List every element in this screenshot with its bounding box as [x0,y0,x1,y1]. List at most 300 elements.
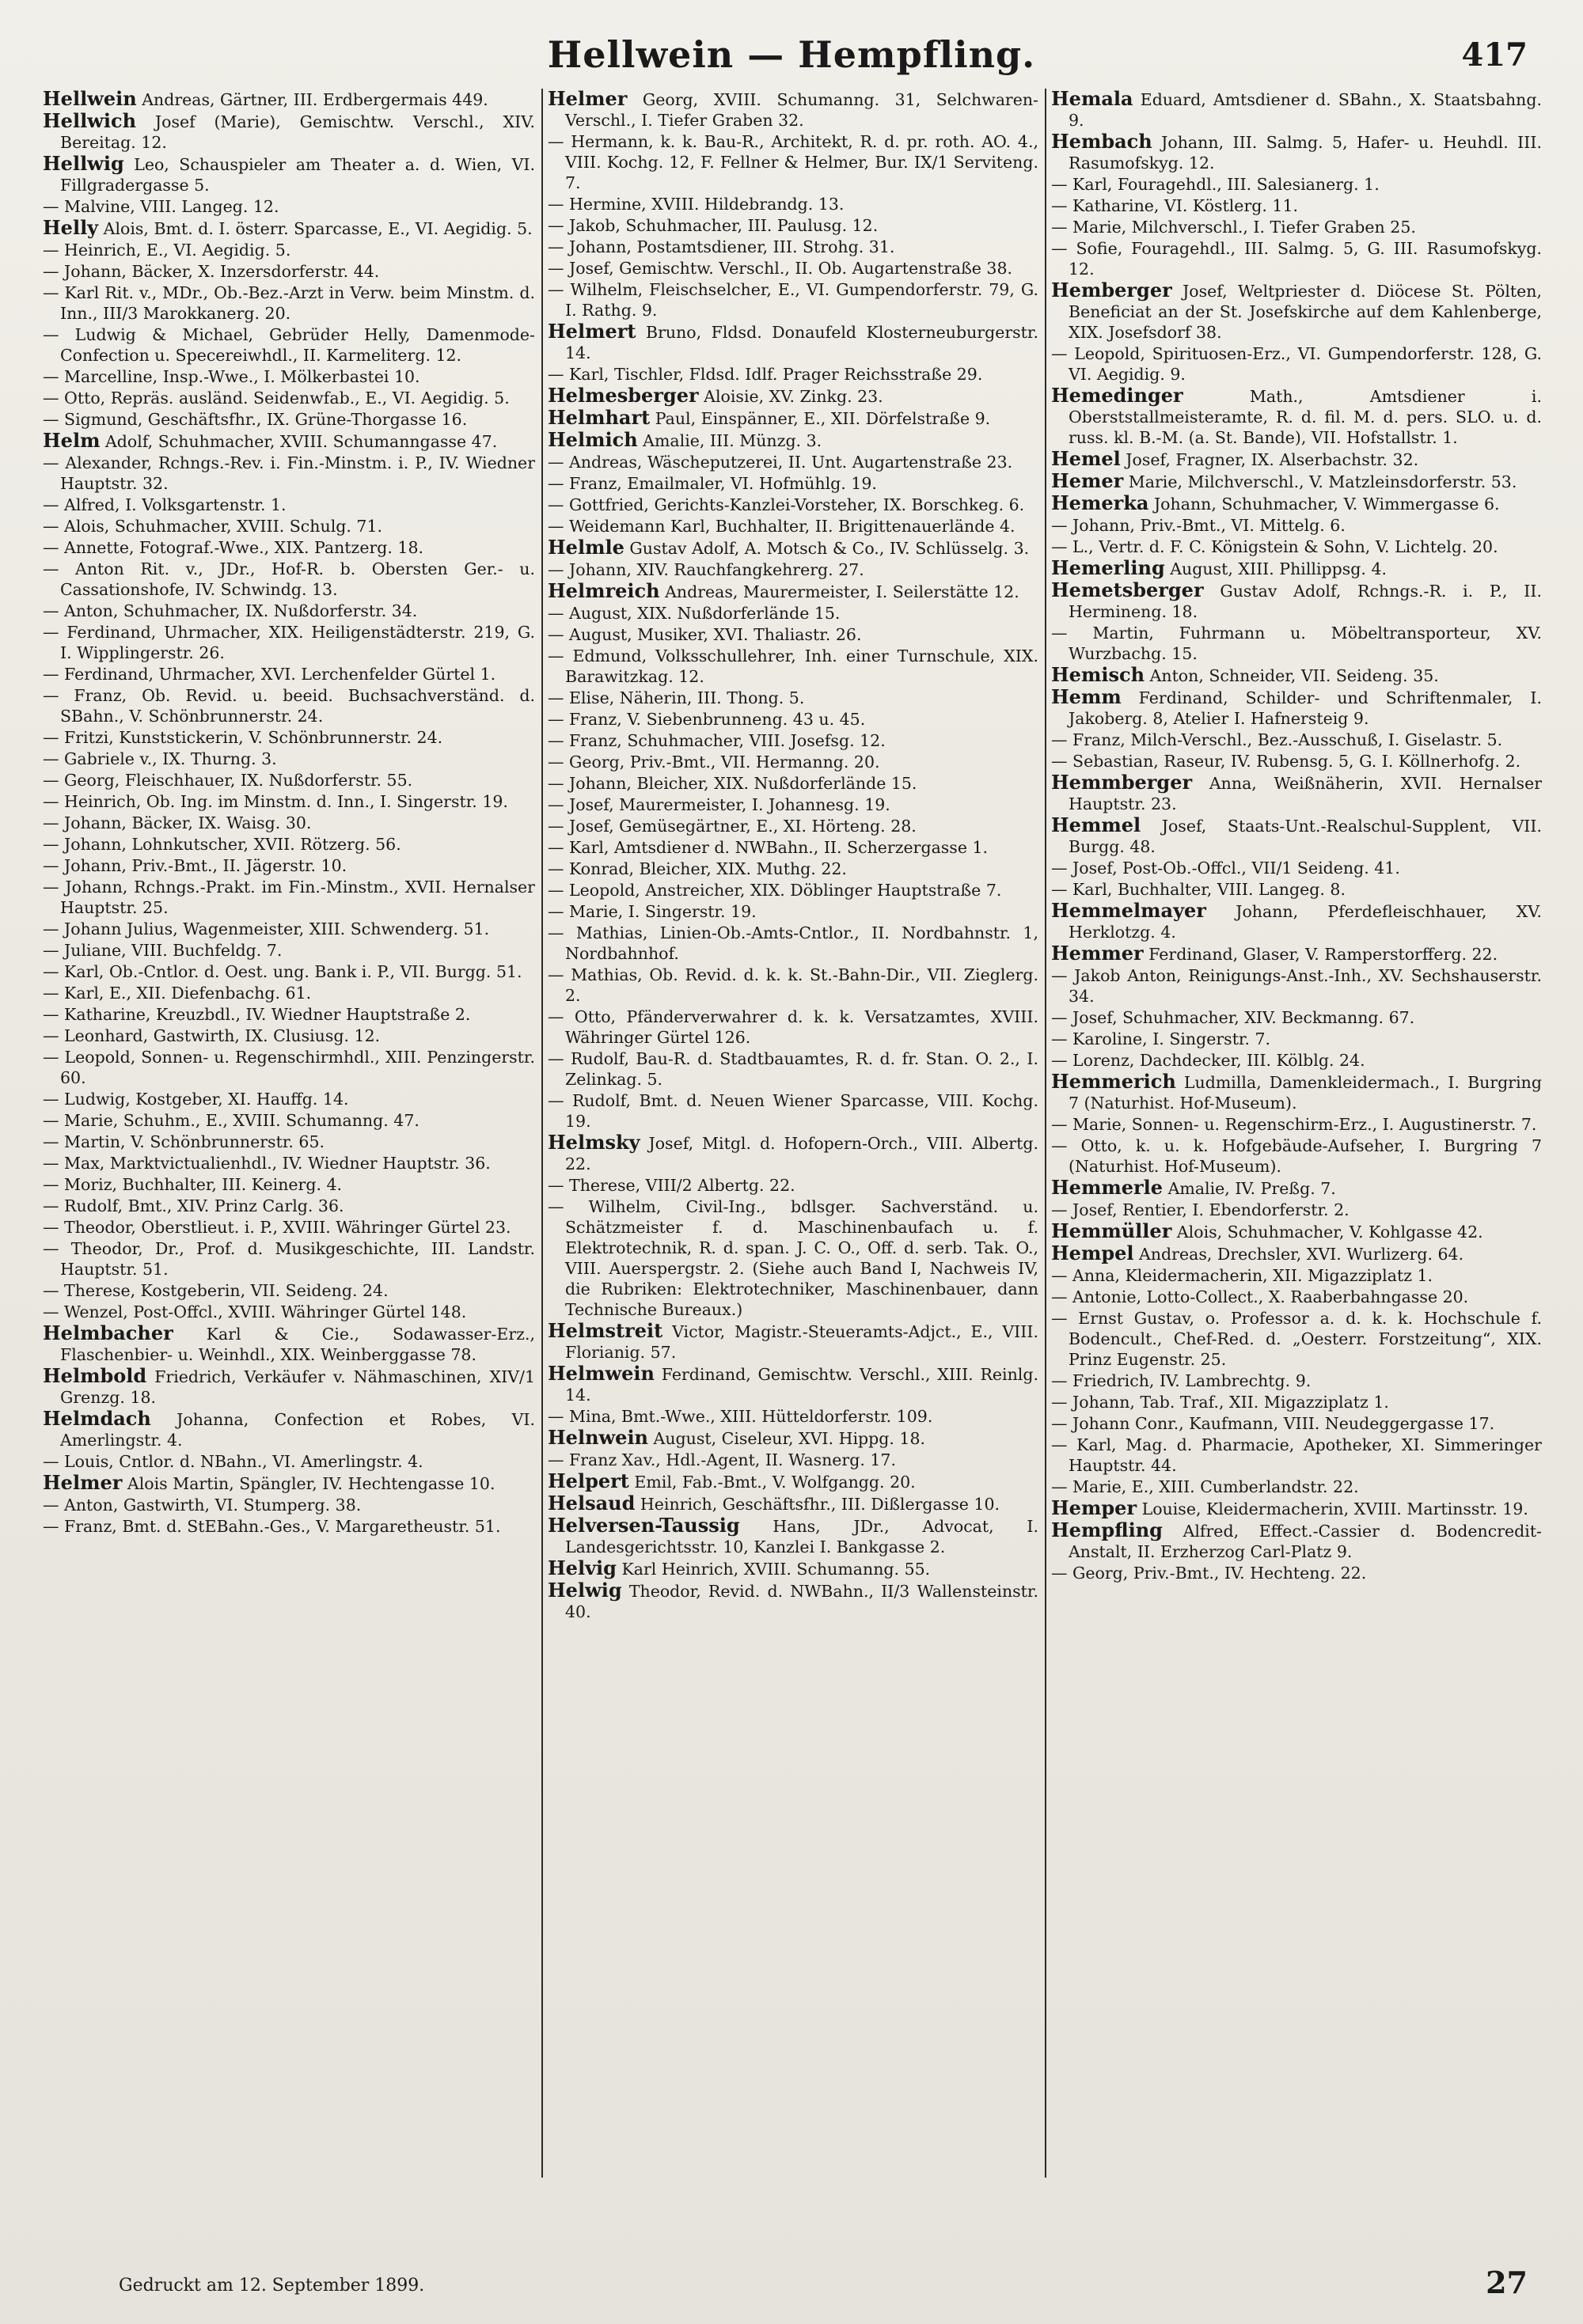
entry-text: Martin, Fuhrmann u. Möbeltransporteur, XV. Wurzbachg. 15. [1069,624,1542,663]
directory-entry [548,1175,1038,1196]
directory-entry [43,834,535,855]
entry-surname: Helmwein [548,1362,655,1385]
entry-text: Andreas, Gärtner, III. Erdbergermais 449. [142,90,488,109]
directory-entry [548,752,1038,772]
entry-dash: — [43,1496,65,1515]
entry-text: Anton, Schuhmacher, IX. Nußdorferstr. 34. [64,601,418,620]
entry-dash: — [548,753,570,772]
directory-entry [1051,1520,1542,1562]
directory-entry [1051,1435,1542,1476]
entry-surname: Hemetsberger [1051,578,1204,601]
entry-text: Sofie, Fouragehdl., III. Salmg. 5, G. III. Rasumofskyg. 12. [1069,239,1542,279]
entry-text: Josef, Schuhmacher, XIV. Beckmanng. 67. [1072,1008,1415,1027]
directory-entry [548,1471,1038,1492]
entry-text: Ferdinand, Glaser, V. Ramperstorfferg. 22. [1148,945,1498,964]
entry-surname: Helmesberger [548,384,699,407]
entry-text: Adolf, Schuhmacher, XVIII. Schumanngasse 47. [105,432,498,451]
entry-text: August, Musiker, XVI. Thaliastr. 26. [569,625,862,644]
entry-text: Mathias, Ob. Revid. d. k. k. St.-Bahn-Dir., VII. Zieglerg. 2. [565,965,1038,1005]
directory-entry [548,688,1038,708]
directory-entry [43,240,535,260]
entry-dash: — [43,517,65,536]
entry-dash: — [548,923,576,942]
entry-dash: — [1051,1200,1073,1219]
directory-entry [43,537,535,558]
entry-dash: — [1051,1051,1073,1070]
entry-text: Therese, Kostgeberin, VII. Seideng. 24. [64,1281,389,1300]
entry-dash: — [548,859,570,878]
entry-dash: — [43,813,65,832]
entry-dash: — [548,881,570,900]
entry-text: Franz, Schuhmacher, VIII. Josefsg. 12. [569,731,886,750]
entry-dash: — [548,965,571,984]
entry-dash: — [43,984,65,1003]
entry-surname: Hempel [1051,1242,1134,1264]
entry-dash: — [43,878,66,897]
directory-entry [43,622,535,663]
directory-entry [43,727,535,748]
entry-text: Johann, Bäcker, X. Inzersdorferstr. 44. [64,262,380,281]
entry-surname: Helly [43,216,99,239]
entry-dash: — [548,365,570,384]
entry-text: Konrad, Bleicher, XIX. Muthg. 22. [569,859,847,878]
entry-dash: — [43,1005,65,1024]
directory-entry [1051,687,1542,729]
page-header [0,33,1583,89]
entry-text: Ernst Gustav, o. Professor a. d. k. k. Hochschule f. Bodencult., Chef-Red. d. „Oesterr. Forstzeitung“, XIX. Prinz Eugenstr. 25. [1069,1309,1542,1369]
entry-text: Louis, Cntlor. d. NBahn., VI. Amerlingstr. 4. [64,1452,423,1471]
entry-text: Ludmilla, Damenkleidermach., I. Burgring 7 (Naturhist. Hof-Museum). [1069,1073,1542,1113]
directory-entry [43,1323,535,1365]
entry-dash: — [43,1196,65,1215]
entry-surname: Hemedinger [1051,384,1183,407]
entry-text: Ferdinand, Uhrmacher, XVI. Lerchenfelder Gürtel 1. [64,665,496,684]
directory-entry [1051,730,1542,750]
entry-dash: — [43,453,66,472]
directory-entry [43,1026,535,1046]
entry-text: Karl, Mag. d. Pharmacie, Apotheker, XI. Simmeringer Hauptstr. 44. [1069,1435,1542,1475]
entry-dash: — [1051,218,1073,237]
entry-dash: — [548,132,571,151]
directory-entry [548,495,1038,515]
entry-dash: — [43,665,65,684]
entry-dash: — [1051,239,1076,258]
entry-surname: Hellwich [43,109,137,132]
entry-text: Ferdinand, Gemischtw. Verschl., XIII. Reinlg. 14. [565,1365,1038,1405]
directory-entry [43,1153,535,1173]
entry-dash: — [548,902,570,921]
directory-entry [548,385,1038,407]
entry-dash: — [43,728,65,747]
entry-surname: Helpert [548,1469,629,1492]
entry-dash: — [548,795,570,814]
directory-entry [548,730,1038,751]
entry-surname: Hembach [1051,130,1152,153]
entry-surname: Hemper [1051,1496,1137,1519]
entry-text: Johann, Priv.-Bmt., II. Jägerstr. 10. [64,856,347,875]
directory-entry [43,791,535,812]
entry-surname: Hemer [1051,469,1124,492]
entry-dash: — [43,367,65,386]
directory-entry [548,1427,1038,1449]
directory-entry [548,559,1038,580]
directory-entry [548,516,1038,536]
directory-entry [548,1450,1038,1470]
entry-text: Wenzel, Post-Offcl., XVIII. Währinger Gürtel 148. [64,1302,467,1321]
directory-entry [43,749,535,769]
entry-text: Weidemann Karl, Buchhalter, II. Brigittenauerlände 4. [569,517,1015,536]
entry-text: Anna, Weißnäherin, XVII. Hernalser Hauptstr. 23. [1069,774,1542,813]
entry-text: Leopold, Sonnen- u. Regenschirmhdl., XIII. Penzingerstr. 60. [60,1048,535,1087]
entry-surname: Hellwig [43,152,124,175]
entry-dash: — [548,1176,570,1195]
entry-text: Friedrich, Verkäufer v. Nähmaschinen, XIV/1 Grenzg. 18. [60,1367,535,1407]
entry-text: Aloisie, XV. Zinkg. 23. [704,387,883,406]
entry-dash: — [1051,1564,1073,1583]
directory-entry [1051,751,1542,772]
entry-text: Karl, E., XII. Diefenbachg. 61. [64,984,312,1003]
entry-surname: Hemmerle [1051,1176,1164,1199]
directory-entry [548,709,1038,730]
directory-entry [43,961,535,982]
entry-dash: — [1051,1371,1073,1390]
directory-entry [43,261,535,282]
directory-entry [43,1302,535,1322]
page-title: Hellwein — Hempfling. [547,33,1036,76]
entry-text: Johann, XIV. Rauchfangkehrerg. 27. [569,560,864,579]
entry-surname: Hempfling [1051,1518,1163,1541]
entry-text: Wilhelm, Civil-Ing., bdlsger. Sachverständ. u. Schätzmeister f. d. Maschinenbaufach u. f. Elektrotechnik, R. d. span. J. C. O., Off. d. serb. Tak. O., VIII. Auerspergstr. 2. (Siehe auch Band I, Nachweis IV, die Rubriken: Elektrotechniker, Maschinenbauer, dann Technische Bureaux.) [565,1197,1038,1319]
directory-entry [1051,558,1542,579]
directory-entry [1051,1371,1542,1391]
directory-entry [548,1406,1038,1427]
entry-text: Jakob, Schuhmacher, III. Paulusg. 12. [569,216,879,235]
directory-entry [1051,1007,1542,1028]
entry-dash: — [1051,624,1093,643]
entry-dash: — [43,856,65,875]
entry-dash: — [43,1218,65,1237]
entry-text: Annette, Fotograf.-Wwe., XIX. Pantzerg. 18. [64,538,424,557]
entry-text: Andreas, Wäscheputzerei, II. Unt. Augartenstraße 23. [569,453,1013,472]
directory-entry [1051,1071,1542,1113]
entry-text: Franz, Bmt. d. StEBahn.-Ges., V. Margaretheustr. 51. [64,1517,501,1536]
directory-entry [43,1110,535,1131]
directory-entry [548,258,1038,279]
directory-entry [548,1007,1038,1048]
entry-dash: — [43,1452,65,1471]
entry-text: Mina, Bmt.-Wwe., XIII. Hütteldorferstr. 109. [569,1407,933,1426]
entry-text: Antonie, Lotto-Collect., X. Raaberbahngasse 20. [1072,1287,1469,1306]
directory-entry [548,1048,1038,1090]
entry-surname: Hemmberger [1051,771,1193,794]
entry-text: Lorenz, Dachdecker, III. Kölblg. 24. [1072,1051,1365,1070]
directory-entry [548,89,1038,131]
entry-dash: — [1051,752,1073,771]
entry-dash: — [548,774,570,793]
entry-dash: — [548,474,570,493]
entry-text: Alfred, Effect.-Cassier d. Bodencredit-Anstalt, II. Erzherzog Carl-Platz 9. [1069,1522,1542,1561]
entry-dash: — [548,625,570,644]
directory-entry [548,452,1038,472]
entry-dash: — [43,962,65,981]
entry-dash: — [1051,175,1073,194]
entry-dash: — [1051,196,1073,215]
directory-entry [43,813,535,833]
entry-text: Johann, III. Salmg. 5, Hafer- u. Heuhdl. III. Rasumofskyg. 12. [1069,133,1542,172]
directory-entry [548,1196,1038,1320]
entry-dash: — [43,325,75,344]
directory-entry [43,218,535,239]
entry-text: Johann, Bäcker, IX. Waisg. 30. [64,813,312,832]
entry-dash: — [43,771,65,790]
entry-surname: Hemisch [1051,663,1145,686]
directory-entry [548,880,1038,900]
directory-entry [548,1363,1038,1405]
directory-entry [1051,217,1542,237]
directory-entry [548,859,1038,879]
directory-entry [43,324,535,366]
entry-text: Gabriele v., IX. Thurng. 3. [64,749,277,768]
entry-dash: — [43,1026,65,1045]
entry-text: Eduard, Amtsdiener d. SBahn., X. Staatsbahng. 9. [1069,90,1542,130]
directory-entry [43,453,535,494]
entry-text: Alexander, Rchngs.-Rev. i. Fin.-Minstm. i. P., IV. Wiedner Hauptstr. 32. [60,453,535,493]
entry-dash: — [548,195,570,214]
directory-entry [1051,1243,1542,1264]
directory-entry [548,321,1038,363]
entry-surname: Helsaud [548,1492,636,1515]
entry-dash: — [43,538,65,557]
entry-text: Karl, Buchhalter, VIII. Langeg. 8. [1072,880,1346,899]
entry-text: Bruno, Fldsd. Donaufeld Klosterneuburgerstr. 14. [565,323,1038,362]
directory-entry [43,1174,535,1195]
entry-surname: Helmbacher [43,1321,173,1344]
entry-dash: — [43,283,65,302]
directory-entry [548,408,1038,429]
entry-text: Karl, Fouragehdl., III. Salesianerg. 1. [1072,175,1380,194]
entry-surname: Helwig [548,1579,622,1602]
directory-entry [1051,471,1542,492]
directory-entry [43,1217,535,1238]
entry-surname: Helmbold [43,1364,147,1387]
directory-entry [548,624,1038,645]
directory-entry [548,215,1038,236]
entry-text: Josef, Gemüsegärtner, E., XI. Hörteng. 28. [569,817,917,836]
entry-dash: — [1051,966,1075,985]
entry-surname: Helmreich [548,579,660,602]
entry-text: Georg, Priv.-Bmt., VII. Hermanng. 20. [569,753,880,772]
directory-entry [548,279,1038,320]
entry-dash: — [43,559,76,578]
directory-entry [43,154,535,195]
directory-entry [43,877,535,918]
entry-text: Marie, Sonnen- u. Regenschirm-Erz., I. Augustinerstr. 7. [1072,1115,1537,1134]
directory-entry [43,516,535,536]
entry-surname: Helmle [548,536,624,559]
directory-columns [38,89,1550,2178]
entry-text: Mathias, Linien-Ob.-Amts-Cntlor., II. Nordbahnstr. 1, Nordbahnhof. [565,923,1038,963]
entry-surname: Helmhart [548,406,651,429]
directory-entry [43,685,535,726]
directory-entry [43,664,535,684]
directory-entry [548,1132,1038,1174]
sheet-signature: 27 [1486,2265,1528,2300]
directory-entry [1051,1221,1542,1242]
entry-dash: — [548,517,570,536]
entry-text: Franz Xav., Hdl.-Agent, II. Wasnerg. 17. [569,1450,896,1469]
directory-entry [1051,174,1542,195]
entry-text: Gustav Adolf, Rchngs.-R. i. P., II. Hermineng. 18. [1069,582,1542,621]
directory-entry [1051,665,1542,686]
entry-surname: Helmstreit [548,1319,663,1342]
entry-dash: — [1051,859,1073,878]
entry-text: Franz, V. Siebenbrunneng. 43 u. 45. [569,710,866,729]
directory-entry [1051,1135,1542,1177]
directory-entry [548,603,1038,624]
entry-dash: — [1051,880,1073,899]
entry-text: Franz, Ob. Revid. u. beeid. Buchsachverständ. d. SBahn., V. Schönbrunnerstr. 24. [60,686,535,726]
entry-dash: — [1051,1435,1077,1454]
entry-text: Johann, Rchngs.-Prakt. im Fin.-Minstm., XVII. Hernalser Hauptstr. 25. [60,878,535,917]
directory-entry [1051,815,1542,857]
directory-entry [548,1090,1038,1132]
directory-entry [548,1493,1038,1515]
entry-dash: — [1051,1287,1073,1306]
entry-text: Theodor, Revid. d. NWBahn., II/3 Wallensteinstr. 40. [565,1582,1038,1621]
directory-entry [548,430,1038,451]
entry-dash: — [1051,730,1073,749]
entry-dash: — [43,1302,65,1321]
column-left [38,89,541,2178]
entry-text: Josef, Rentier, I. Ebendorferstr. 2. [1072,1200,1350,1219]
directory-entry [43,559,535,600]
entry-text: Katharine, Kreuzbdl., IV. Wiedner Hauptstraße 2. [64,1005,471,1024]
entry-dash: — [548,1007,575,1026]
entry-text: Josef, Fragner, IX. Alserbachstr. 32. [1126,450,1419,469]
entry-text: Otto, Repräs. ausländ. Seidenwfab., E., VI. Aegidig. 5. [64,389,510,408]
entry-surname: Helmdach [43,1407,151,1430]
entry-text: Andreas, Drechsler, XVI. Wurlizerg. 64. [1139,1245,1464,1264]
entry-text: Edmund, Volksschullehrer, Inh. einer Turnschule, XIX. Barawitzkag. 12. [565,646,1038,686]
entry-text: Max, Marktvictualienhdl., IV. Wiedner Hauptstr. 36. [64,1154,491,1173]
entry-text: August, XIX. Nußdorferlände 15. [569,604,841,623]
entry-surname: Helmich [548,428,638,451]
entry-text: Josef, Weltpriester d. Diöcese St. Pölten, Beneficiat an der St. Josefskirche auf dem Kahlenberge, XIX. Josefsdorf 38. [1069,282,1542,342]
entry-text: Juliane, VIII. Buchfeldg. 7. [64,941,283,960]
entry-dash: — [1051,1029,1073,1048]
entry-text: Marie, Schuhm., E., XVIII. Schumanng. 47. [64,1111,419,1130]
entry-dash: — [43,686,74,705]
directory-entry [43,89,535,110]
entry-text: Theodor, Dr., Prof. d. Musikgeschichte, III. Landstr. Hauptstr. 51. [60,1239,535,1279]
entry-text: Therese, VIII/2 Albertg. 22. [569,1176,795,1195]
entry-dash: — [548,259,570,278]
directory-entry [43,366,535,387]
entry-dash: — [548,604,570,623]
entry-text: Katharine, VI. Köstlerg. 11. [1072,196,1298,215]
entry-text: Rudolf, Bmt. d. Neuen Wiener Sparcasse, VIII. Kochg. 19. [565,1091,1038,1131]
entry-text: Jakob Anton, Reinigungs-Anst.-Inh., XV. Sechshauserstr. 34. [1069,966,1542,1006]
directory-entry [1051,1477,1542,1497]
entry-text: Hermann, k. k. Bau-R., Architekt, R. d. pr. roth. AO. 4., VIII. Kochg. 12, F. Fellner & Helmer, Bur. IX/1 Serviteng. 7. [565,132,1038,192]
directory-entry [1051,858,1542,878]
entry-text: Math., Amtsdiener i. Oberststallmeisteramte, R. d. fil. M. d. pers. SLO. u. d. russ. kl. B.-M. (a. St. Bande), VII. Hofstallstr. 1. [1069,387,1542,447]
entry-dash: — [43,1239,71,1258]
directory-entry [548,1321,1038,1363]
directory-entry [43,919,535,939]
entry-dash: — [1051,1393,1073,1412]
entry-dash: — [548,817,570,836]
entry-text: Elise, Näherin, III. Thong. 5. [569,688,805,707]
entry-dash: — [548,237,570,256]
entry-text: Ferdinand, Schilder- und Schriftenmaler, I. Jakoberg. 8, Atelier I. Hafnersteig 9. [1069,688,1542,728]
directory-entry [548,364,1038,385]
entry-text: Johann Julius, Wagenmeister, XIII. Schwenderg. 51. [64,919,490,938]
entry-text: Alois Martin, Spängler, IV. Hechtengasse 10. [127,1474,495,1493]
entry-text: Alois, Schuhmacher, V. Kohlgasse 42. [1176,1223,1483,1242]
directory-entry [1051,536,1542,557]
entry-dash: — [548,710,570,729]
directory-entry [548,816,1038,836]
entry-text: Friedrich, IV. Lambrechtg. 9. [1072,1371,1312,1390]
entry-surname: Helnwein [548,1426,649,1449]
print-date: Gedruckt am 12. September 1899. [119,2276,425,2296]
entry-text: Josef, Staats-Unt.-Realschul-Supplent, VII. Burgg. 48. [1069,817,1542,856]
entry-text: Karl, Ob.-Cntlor. d. Oest. ung. Bank i. P., VII. Burgg. 51. [64,962,522,981]
directory-entry [43,1366,535,1408]
entry-text: Sigmund, Geschäftsfhr., IX. Grüne-Thorgasse 16. [64,410,468,429]
directory-entry [548,773,1038,794]
entry-dash: — [1051,1477,1073,1496]
entry-dash: — [43,389,65,408]
entry-dash: — [43,410,65,429]
column-right [1045,89,1548,2178]
entry-dash: — [43,792,65,811]
entry-text: Leopold, Anstreicher, XIX. Döblinger Hauptstraße 7. [569,881,1002,900]
directory-entry [1051,89,1542,131]
directory-entry [1051,900,1542,942]
entry-text: Otto, Pfänderverwahrer d. k. k. Versatzamtes, XVIII. Währinger Gürtel 126. [565,1007,1038,1047]
entry-text: Amalie, IV. Preßg. 7. [1167,1179,1336,1198]
entry-dash: — [43,601,65,620]
directory-entry [548,1580,1038,1622]
entry-text: Johann, Lohnkutscher, XVII. Rötzerg. 56. [64,835,401,854]
entry-text: Amalie, III. Münzg. 3. [643,431,822,450]
entry-dash: — [548,1049,571,1068]
directory-entry [43,940,535,961]
directory-entry [43,1516,535,1537]
directory-entry [43,196,535,217]
directory-entry [1051,493,1542,514]
entry-text: L., Vertr. d. F. C. Königstein & Sohn, V. Lichtelg. 20. [1072,537,1498,556]
directory-entry [1051,280,1542,343]
directory-entry [548,131,1038,193]
entry-dash: — [43,1154,65,1173]
entry-text: Moriz, Buchhalter, III. Keinerg. 4. [64,1175,343,1194]
directory-entry [1051,772,1542,814]
entry-text: Marie, Milchverschl., I. Tiefer Graben 25. [1072,218,1416,237]
directory-entry [43,983,535,1003]
entry-surname: Hemel [1051,447,1121,470]
entry-text: Wilhelm, Fleischselcher, E., VI. Gumpendorferstr. 79, G. I. Rathg. 9. [565,280,1038,320]
entry-text: Johann, Postamtsdiener, III. Strohg. 31. [569,237,895,256]
directory-entry [43,388,535,408]
entry-surname: Helmert [548,320,636,343]
entry-dash: — [1051,537,1073,556]
entry-text: Heinrich, Geschäftsfhr., III. Dißlergasse 10. [640,1495,1000,1514]
directory-entry [43,1132,535,1152]
directory-entry [1051,1114,1542,1135]
